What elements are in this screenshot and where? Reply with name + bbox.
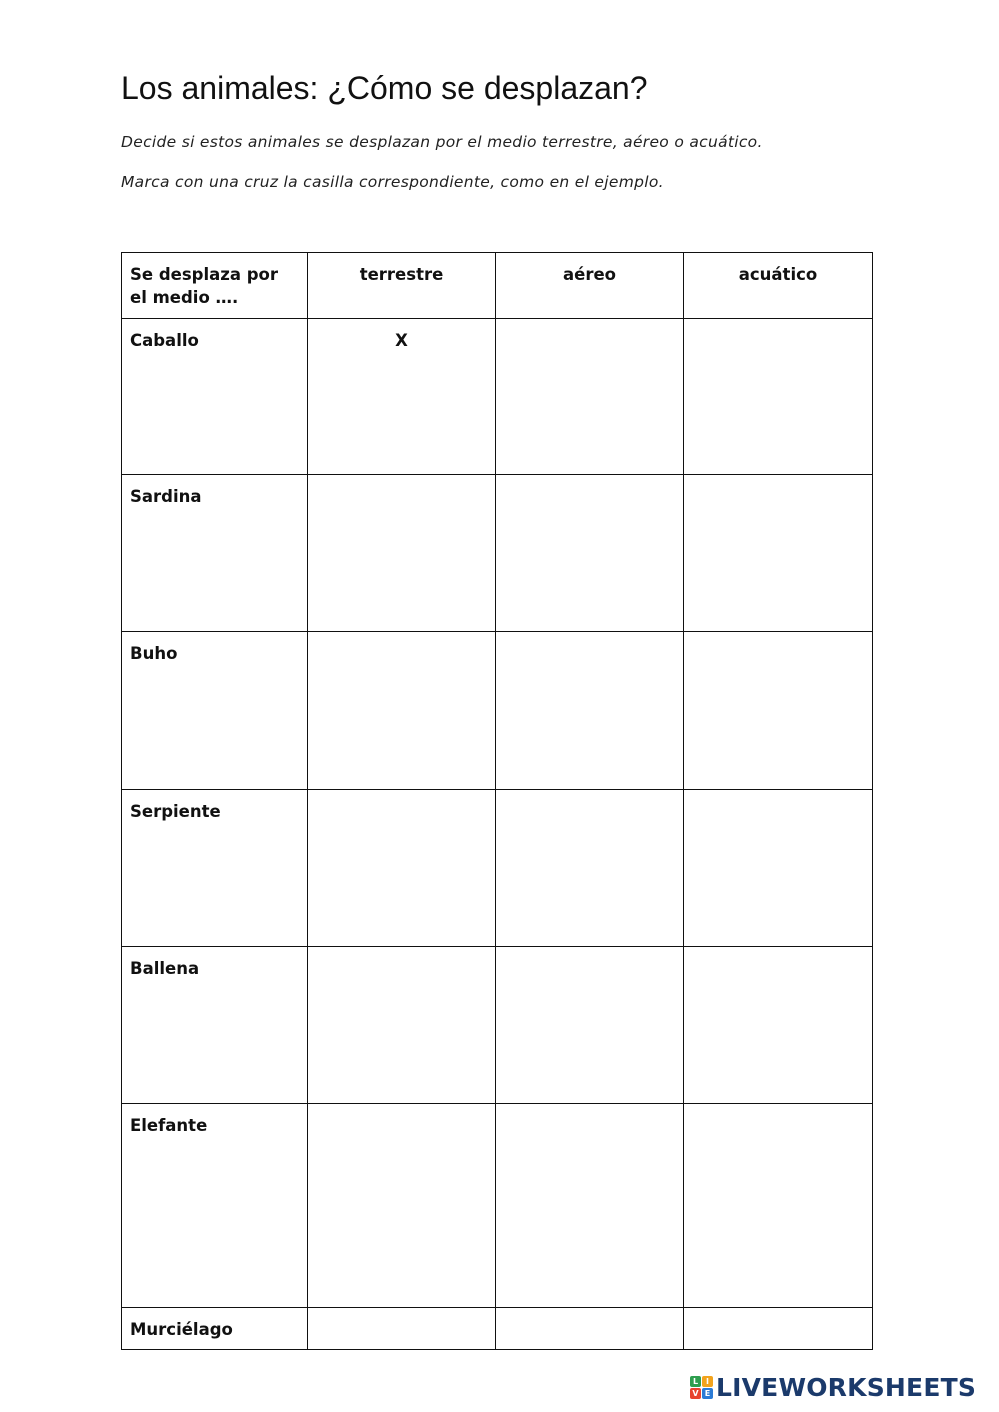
table-header-row: [122, 253, 873, 319]
table-row: [122, 1308, 873, 1350]
header-aereo: aéreo: [496, 253, 684, 319]
animal-name: Murciélago: [122, 1308, 308, 1350]
cell-acuatico[interactable]: [684, 475, 873, 632]
cell-terrestre[interactable]: [308, 947, 496, 1104]
cell-acuatico[interactable]: [684, 319, 873, 475]
instruction-line-1: Decide si estos animales se desplazan por el medio terrestre, aéreo o acuático.: [121, 133, 763, 151]
table-row: [122, 790, 873, 947]
animal-movement-table: [121, 252, 873, 1350]
mark-tile-i: I: [702, 1376, 713, 1387]
header-acuatico: acuático: [684, 253, 873, 319]
mark-tile-l: L: [690, 1376, 701, 1387]
header-medium: Se desplaza por el medio ….: [122, 253, 308, 319]
header-terrestre: terrestre: [308, 253, 496, 319]
table-row: [122, 319, 873, 475]
instruction-line-2: Marca con una cruz la casilla correspondiente, como en el ejemplo.: [121, 173, 664, 191]
animal-name: Serpiente: [122, 790, 308, 947]
animal-name: Sardina: [122, 475, 308, 632]
cell-acuatico[interactable]: [684, 947, 873, 1104]
cell-aereo[interactable]: [496, 319, 684, 475]
cell-aereo[interactable]: [496, 1308, 684, 1350]
table-row: [122, 475, 873, 632]
cell-acuatico[interactable]: [684, 632, 873, 790]
cell-acuatico[interactable]: [684, 1104, 873, 1308]
liveworksheets-wordmark: LIVEWORKSHEETS: [716, 1372, 977, 1402]
table-row: [122, 947, 873, 1104]
page-title: Los animales: ¿Cómo se desplazan?: [121, 70, 648, 106]
cell-aereo[interactable]: [496, 1104, 684, 1308]
cell-terrestre[interactable]: [308, 475, 496, 632]
cell-terrestre[interactable]: [308, 790, 496, 947]
cell-terrestre[interactable]: X: [308, 319, 496, 475]
animal-name: Ballena: [122, 947, 308, 1104]
cell-acuatico[interactable]: [684, 1308, 873, 1350]
cell-aereo[interactable]: [496, 790, 684, 947]
mark-tile-e: E: [702, 1388, 713, 1399]
cell-acuatico[interactable]: [684, 790, 873, 947]
cell-terrestre[interactable]: [308, 1104, 496, 1308]
cell-aereo[interactable]: [496, 475, 684, 632]
table-row: [122, 1104, 873, 1308]
table-row: [122, 632, 873, 790]
cell-aereo[interactable]: [496, 632, 684, 790]
liveworksheets-mark-icon: [690, 1376, 713, 1399]
cell-terrestre[interactable]: [308, 632, 496, 790]
cell-terrestre[interactable]: [308, 1308, 496, 1350]
animal-name: Caballo: [122, 319, 308, 475]
animal-name: Buho: [122, 632, 308, 790]
liveworksheets-logo: [690, 1372, 976, 1402]
mark-tile-v: V: [690, 1388, 701, 1399]
animal-name: Elefante: [122, 1104, 308, 1308]
cell-aereo[interactable]: [496, 947, 684, 1104]
